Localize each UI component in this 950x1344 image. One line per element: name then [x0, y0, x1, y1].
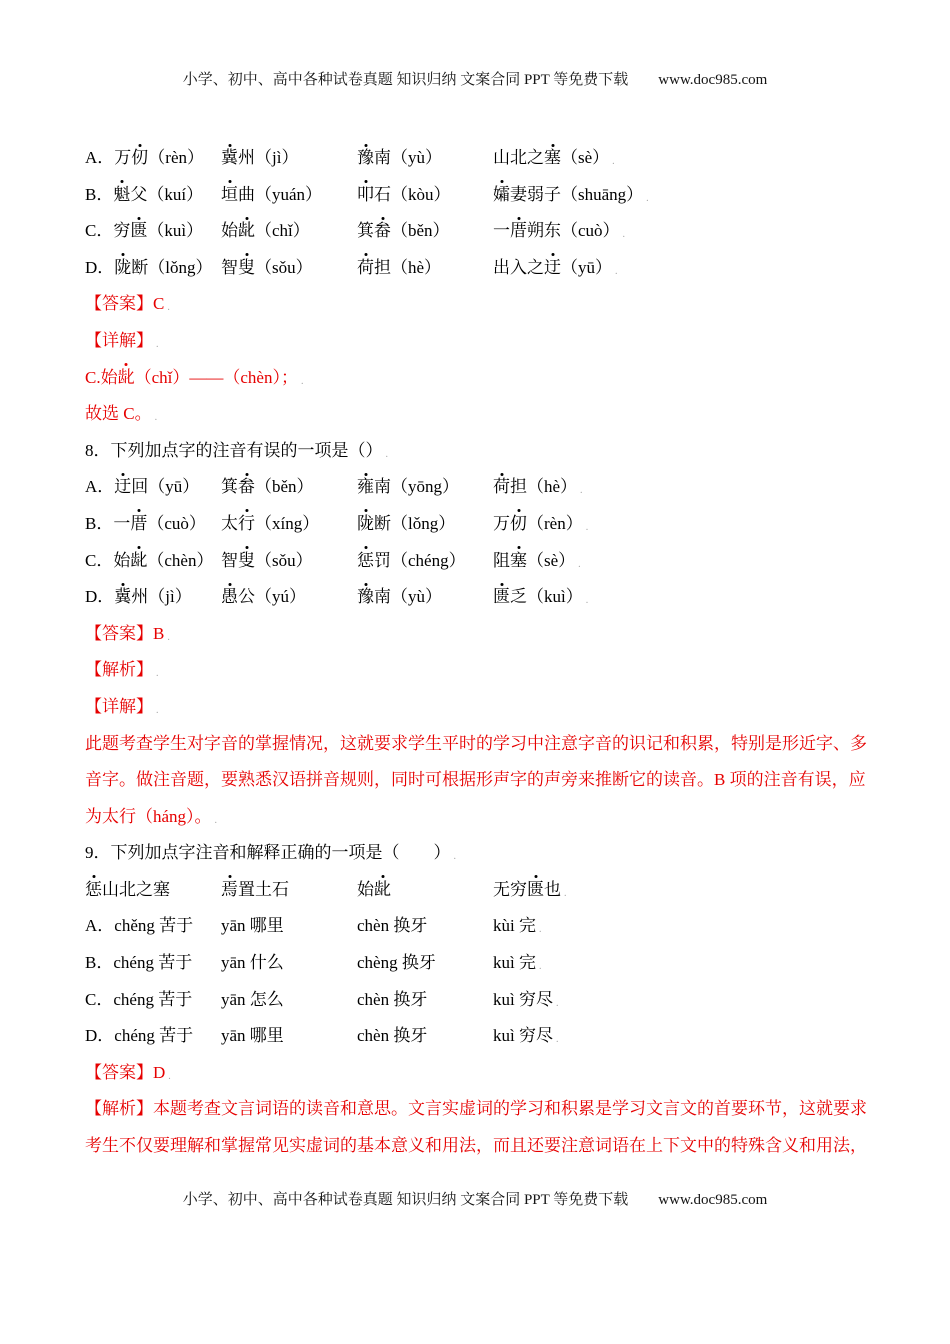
text-segment: 豫南（yù） — [357, 587, 442, 607]
text-segment: 阻塞（sè） — [493, 550, 576, 570]
text-segment: 垣曲（yuán） — [221, 184, 323, 204]
text-segment: 始龀（chǐ） — [221, 221, 310, 241]
text-segment: 箕畚（běn） — [221, 477, 314, 497]
emphasis-dot-char: 豫 — [357, 148, 374, 167]
text-segment: chèn 换牙 — [357, 916, 428, 936]
emphasis-dot-char: 塞 — [544, 148, 561, 167]
text-segment: 荷担（hè） — [357, 257, 442, 277]
footer-banner-text: 小学、初中、高中各种试卷真题 知识归纳 文案合同 PPT 等免费下载 — [182, 1192, 629, 1208]
emphasis-dot-char: 叩 — [357, 184, 374, 204]
text-segment: kuì 穷尽 — [493, 1026, 553, 1046]
text-segment: 音字。做注音题，要熟悉汉语拼音规则，同时可根据形声字的声旁来推断它的读音。B 项的注音有误，应 — [85, 770, 866, 790]
text-segment: 9．下列加点字注音和解释正确的一项是（ ） — [85, 843, 451, 863]
text-segment: chèng 换牙 — [357, 953, 436, 973]
emphasis-dot-char: 厝 — [130, 513, 148, 533]
emphasis-dot-char: 畚 — [238, 477, 255, 497]
text-segment: A．迂回（yū） — [85, 477, 200, 497]
emphasis-dot-char: 魁 — [113, 184, 131, 204]
text-segment: C．始龀（chèn） — [85, 550, 214, 570]
text-segment: chèn 换牙 — [357, 989, 428, 1009]
text-segment: D．chéng 苦于 — [85, 1026, 194, 1046]
q9-option-d — [85, 1018, 900, 1055]
emphasis-dot-char: 厝 — [510, 221, 527, 241]
emphasis-dot-char: 惩 — [85, 879, 102, 899]
emphasis-dot-char: 陇 — [114, 257, 132, 277]
q7-option-d — [85, 250, 900, 287]
q9-analysis-1 — [85, 1091, 900, 1128]
text-segment: B．一厝（cuò） — [85, 513, 206, 533]
text-segment: 【解析】 — [85, 660, 153, 680]
q8-option-b — [85, 506, 900, 543]
emphasis-dot-char: 冀 — [114, 587, 132, 607]
text-segment: 荷担（hè） — [493, 477, 578, 497]
q8-analysis-label — [85, 652, 900, 689]
emphasis-dot-char: 豫 — [357, 587, 374, 607]
emphasis-dot-char: 叟 — [238, 550, 255, 570]
text-segment: A．chěng 苦于 — [85, 916, 194, 936]
q9-option-a — [85, 908, 900, 945]
text-segment: 【详解】 — [85, 330, 153, 350]
text-segment: 叩石（kòu） — [357, 184, 451, 204]
q7-option-a — [85, 140, 900, 177]
q9-answer — [85, 1055, 900, 1092]
header-banner-text: 小学、初中、高中各种试卷真题 知识归纳 文案合同 PPT 等免费下载 — [182, 72, 629, 88]
emphasis-dot-char: 惩 — [357, 550, 374, 570]
emphasis-dot-char: 荷 — [493, 477, 510, 497]
text-segment: C．chéng 苦于 — [85, 989, 193, 1009]
emphasis-dot-char: 荷 — [357, 257, 374, 277]
q8-option-a — [85, 469, 900, 506]
text-segment: 山北之塞（sè） — [493, 148, 610, 167]
text-segment: 始龀 — [357, 879, 391, 899]
text-segment: 【答案】D — [85, 1062, 166, 1082]
text-segment: yān 哪里 — [221, 1026, 284, 1046]
text-segment: chèn 换牙 — [357, 1026, 428, 1046]
emphasis-dot-char: 匮 — [493, 587, 510, 607]
text-segment: C.始龀（chǐ）——（chèn）； — [85, 367, 298, 387]
q7-option-c — [85, 213, 900, 250]
q7-detail-body — [85, 360, 900, 397]
text-segment: kùi 完 — [493, 916, 536, 936]
emphasis-dot-char: 塞 — [510, 550, 527, 570]
emphasis-dot-char: 仞 — [131, 148, 149, 167]
text-segment: yān 什么 — [221, 953, 284, 973]
q8-stem — [85, 433, 900, 470]
text-segment: 豫南（yù） — [357, 148, 442, 167]
emphasis-dot-char: 雍 — [357, 477, 374, 497]
emphasis-dot-char: 龀 — [374, 879, 391, 899]
emphasis-dot-char: 匮 — [527, 879, 544, 899]
emphasis-dot-char: 畚 — [374, 221, 391, 241]
q8-explanation-3 — [85, 799, 900, 836]
text-segment: 惩罚（chéng） — [357, 550, 466, 570]
text-segment: 孀妻弱子（shuāng） — [493, 184, 644, 204]
q8-option-d — [85, 579, 900, 616]
text-segment: kuì 穷尽 — [493, 989, 553, 1009]
emphasis-dot-char: 陇 — [357, 513, 374, 533]
q8-explanation-1 — [85, 726, 900, 763]
emphasis-dot-char: 孀 — [493, 184, 510, 204]
text-segment: D．冀州（jì） — [85, 587, 192, 607]
text-segment: 箕畚（běn） — [357, 221, 450, 241]
text-segment: 故选 C。 — [85, 404, 152, 424]
text-segment: D．陇断（lǒng） — [85, 257, 213, 277]
q7-answer — [85, 286, 900, 323]
text-segment: 焉置土石 — [221, 879, 289, 899]
text-segment: 为太行（háng）。 — [85, 806, 212, 826]
text-segment: kuì 完 — [493, 953, 536, 973]
q9-option-c — [85, 982, 900, 1019]
footer-site-url: www.doc985.com — [658, 1192, 768, 1208]
text-segment: C．穷匮（kuì） — [85, 221, 204, 241]
text-segment: 【答案】B — [85, 623, 165, 643]
text-segment: 此题考查学生对字音的掌握情况，这就要求学生平时的学习中注意字音的识记和积累，特别是形近字、多 — [85, 733, 867, 753]
emphasis-dot-char: 龀 — [130, 550, 148, 570]
text-segment: 【解析】本题考查文言词语的读音和意思。文言实虚词的学习和积累是学习文言文的首要环节，这就要求 — [85, 1099, 867, 1119]
q9-stem — [85, 835, 900, 872]
text-segment: A．万仞（rèn） — [85, 148, 204, 167]
header-site-url: www.doc985.com — [658, 72, 768, 88]
q9-option-b — [85, 945, 900, 982]
text-segment: 太行（xíng） — [221, 513, 320, 533]
emphasis-dot-char: 仞 — [510, 513, 527, 533]
emphasis-dot-char: 焉 — [221, 879, 238, 899]
text-segment: 惩山北之塞 — [85, 879, 170, 899]
text-segment: 愚公（yú） — [221, 587, 306, 607]
emphasis-dot-char: 迂 — [114, 477, 132, 497]
emphasis-dot-char: 龀 — [238, 221, 255, 241]
emphasis-dot-char: 叟 — [238, 257, 255, 277]
text-segment: 智叟（sǒu） — [221, 550, 313, 570]
q7-conclusion — [85, 396, 900, 433]
text-segment: B．魁父（kuí） — [85, 184, 204, 204]
text-segment: 匮乏（kuì） — [493, 587, 583, 607]
q9-analysis-2 — [85, 1128, 900, 1165]
text-segment: 【详解】 — [85, 696, 153, 716]
emphasis-dot-char: 匮 — [130, 221, 148, 241]
emphasis-dot-char: 迂 — [544, 257, 561, 277]
emphasis-dot-char: 龀 — [117, 367, 135, 387]
q7-detail-label — [85, 323, 900, 360]
header-banner — [0, 68, 950, 89]
footer-banner — [0, 1188, 950, 1209]
q8-detail-label — [85, 689, 900, 726]
q8-explanation-2 — [85, 762, 900, 799]
text-segment: yān 怎么 — [221, 989, 284, 1009]
text-segment: 无穷匮也 — [493, 879, 561, 899]
emphasis-dot-char: 垣 — [221, 184, 238, 204]
text-segment: yān 哪里 — [221, 916, 284, 936]
q8-option-c — [85, 543, 900, 580]
emphasis-dot-char: 愚 — [221, 587, 238, 607]
text-segment: 万仞（rèn） — [493, 513, 583, 533]
text-segment: 8．下列加点字的注音有误的一项是（） — [85, 440, 383, 460]
q9-phrase-row — [85, 872, 900, 909]
q7-option-b — [85, 177, 900, 214]
text-segment: 雍南（yōng） — [357, 477, 459, 497]
q8-answer — [85, 616, 900, 653]
emphasis-dot-char: 冀 — [221, 148, 238, 167]
text-segment: 陇断（lǒng） — [357, 513, 456, 533]
text-segment: 冀州（jì） — [221, 148, 299, 167]
text-segment: 智叟（sǒu） — [221, 257, 313, 277]
text-segment: 出入之迂（yū） — [493, 257, 612, 277]
text-segment: B．chéng 苦于 — [85, 953, 193, 973]
text-segment: 【答案】C — [85, 294, 165, 314]
document-body — [85, 140, 900, 1165]
text-segment: 一厝朔东（cuò） — [493, 221, 620, 241]
emphasis-dot-char: 行 — [238, 513, 255, 533]
text-segment: 考生不仅要理解和掌握常见实虚词的基本意义和用法，而且还要注意词语在上下文中的特殊含义和用法， — [85, 1136, 867, 1156]
